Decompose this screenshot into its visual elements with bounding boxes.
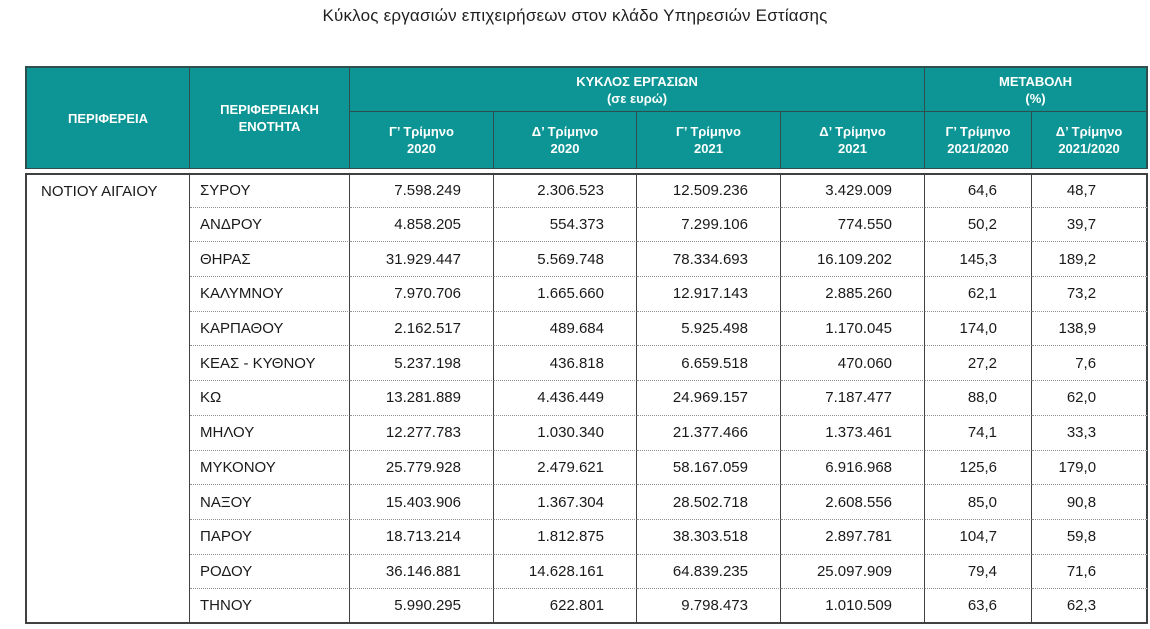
table-row	[25, 416, 1148, 451]
change-q3-cell: 64,6	[925, 173, 1032, 208]
header-regional-unit	[190, 66, 350, 169]
turnover-q3-2021-cell: 9.798.473	[637, 589, 781, 624]
regional-unit-cell: ΚΩ	[190, 381, 350, 416]
turnover-q3-2020-cell: 31.929.447	[350, 242, 494, 277]
turnover-q4-2020-cell: 2.306.523	[494, 173, 637, 208]
turnover-q4-2021-cell: 2.897.781	[781, 520, 925, 555]
header-region: ΠΕΡΙΦΕΡΕΙΑ	[25, 66, 190, 169]
turnover-q4-2021-cell: 25.097.909	[781, 555, 925, 590]
header-q3-2021-line2: 2021	[694, 141, 723, 156]
turnover-q3-2021-cell: 58.167.059	[637, 451, 781, 486]
change-q4-cell: 7,6	[1032, 346, 1148, 381]
regional-unit-cell: ΣΥΡΟΥ	[190, 173, 350, 208]
header-q3-2020-line2: 2020	[407, 141, 436, 156]
turnover-q3-2020-cell: 12.277.783	[350, 416, 494, 451]
table-row	[25, 520, 1148, 555]
header-change-q3-line1: Γ’ Τρίμηνο	[945, 124, 1011, 139]
turnover-q4-2021-cell: 2.608.556	[781, 485, 925, 520]
header-change-q3	[925, 112, 1032, 169]
table-row	[25, 555, 1148, 590]
change-q3-cell: 174,0	[925, 312, 1032, 347]
turnover-q4-2020-cell: 1.812.875	[494, 520, 637, 555]
turnover-q3-2020-cell: 7.598.249	[350, 173, 494, 208]
turnover-q4-2021-cell: 2.885.260	[781, 277, 925, 312]
turnover-q4-2021-cell: 1.010.509	[781, 589, 925, 624]
change-q4-cell: 189,2	[1032, 242, 1148, 277]
turnover-q3-2020-cell: 4.858.205	[350, 208, 494, 243]
turnover-q4-2020-cell: 14.628.161	[494, 555, 637, 590]
turnover-q3-2021-cell: 64.839.235	[637, 555, 781, 590]
change-q3-cell: 85,0	[925, 485, 1032, 520]
change-q4-cell: 62,0	[1032, 381, 1148, 416]
regional-unit-cell: ΑΝΔΡΟΥ	[190, 208, 350, 243]
change-q3-cell: 79,4	[925, 555, 1032, 590]
header-group-turnover-line2: (σε ευρώ)	[606, 90, 668, 106]
header-group-change	[925, 66, 1148, 112]
turnover-table	[25, 66, 1148, 624]
turnover-q4-2020-cell: 489.684	[494, 312, 637, 347]
regional-unit-cell: ΝΑΞΟΥ	[190, 485, 350, 520]
turnover-q4-2020-cell: 2.479.621	[494, 451, 637, 486]
turnover-q4-2021-cell: 7.187.477	[781, 381, 925, 416]
header-group-change-line2: (%)	[1025, 90, 1046, 106]
change-q4-cell: 90,8	[1032, 485, 1148, 520]
turnover-q3-2021-cell: 38.303.518	[637, 520, 781, 555]
turnover-q4-2020-cell: 436.818	[494, 346, 637, 381]
change-q4-cell: 33,3	[1032, 416, 1148, 451]
turnover-q4-2020-cell: 1.030.340	[494, 416, 637, 451]
table-row	[25, 277, 1148, 312]
header-q4-2020-line2: 2020	[550, 141, 580, 156]
turnover-q3-2021-cell: 5.925.498	[637, 312, 781, 347]
header-q4-2021	[781, 112, 925, 169]
turnover-q3-2021-cell: 78.334.693	[637, 242, 781, 277]
table-row	[25, 208, 1148, 243]
header-q3-2021	[637, 112, 781, 169]
change-q4-cell: 48,7	[1032, 173, 1148, 208]
table-row	[25, 242, 1148, 277]
header-q4-2020	[494, 112, 637, 169]
turnover-q3-2021-cell: 24.969.157	[637, 381, 781, 416]
table-row	[25, 485, 1148, 520]
turnover-q3-2020-cell: 36.146.881	[350, 555, 494, 590]
regional-unit-cell: ΚΕΑΣ - ΚΥΘΝΟΥ	[190, 346, 350, 381]
regional-unit-cell: ΚΑΡΠΑΘΟΥ	[190, 312, 350, 347]
header-group-turnover-line1: ΚΥΚΛΟΣ ΕΡΓΑΣΙΩΝ	[576, 73, 698, 89]
header-q3-2021-line1: Γ’ Τρίμηνο	[676, 124, 741, 139]
turnover-q4-2021-cell: 1.373.461	[781, 416, 925, 451]
header-regional-unit-line2: ΕΝΟΤΗΤΑ	[238, 119, 301, 134]
turnover-q3-2021-cell: 7.299.106	[637, 208, 781, 243]
header-regional-unit-line1: ΠΕΡΙΦΕΡΕΙΑΚΗ	[220, 102, 319, 117]
turnover-q3-2020-cell: 2.162.517	[350, 312, 494, 347]
turnover-q3-2021-cell: 21.377.466	[637, 416, 781, 451]
header-group-row	[25, 66, 1148, 112]
turnover-q3-2020-cell: 7.970.706	[350, 277, 494, 312]
table-row	[25, 589, 1148, 624]
header-group-change-line1: ΜΕΤΑΒΟΛΗ	[999, 73, 1073, 89]
header-change-q4-line2: 2021/2020	[1058, 141, 1120, 156]
table-header	[25, 66, 1148, 173]
turnover-q3-2021-cell: 12.917.143	[637, 277, 781, 312]
table-row	[25, 173, 1148, 208]
turnover-q4-2020-cell: 1.665.660	[494, 277, 637, 312]
page-title: Κύκλος εργασιών επιχειρήσεων στον κλάδο Υπηρεσιών Εστίασης	[322, 6, 828, 25]
change-q3-cell: 125,6	[925, 451, 1032, 486]
change-q4-cell: 59,8	[1032, 520, 1148, 555]
turnover-q4-2020-cell: 5.569.748	[494, 242, 637, 277]
turnover-q3-2020-cell: 5.237.198	[350, 346, 494, 381]
regional-unit-cell: ΘΗΡΑΣ	[190, 242, 350, 277]
header-change-q3-line2: 2021/2020	[947, 141, 1009, 156]
header-q3-2020	[350, 112, 494, 169]
change-q3-cell: 27,2	[925, 346, 1032, 381]
turnover-q3-2020-cell: 25.779.928	[350, 451, 494, 486]
turnover-q4-2021-cell: 3.429.009	[781, 173, 925, 208]
table-row	[25, 312, 1148, 347]
change-q4-cell: 179,0	[1032, 451, 1148, 486]
header-q4-2021-line2: 2021	[838, 141, 867, 156]
turnover-q3-2020-cell: 13.281.889	[350, 381, 494, 416]
change-q3-cell: 145,3	[925, 242, 1032, 277]
change-q3-cell: 63,6	[925, 589, 1032, 624]
change-q4-cell: 39,7	[1032, 208, 1148, 243]
regional-unit-cell: ΡΟΔΟΥ	[190, 555, 350, 590]
change-q3-cell: 88,0	[925, 381, 1032, 416]
change-q4-cell: 73,2	[1032, 277, 1148, 312]
change-q4-cell: 62,3	[1032, 589, 1148, 624]
change-q3-cell: 50,2	[925, 208, 1032, 243]
turnover-q4-2021-cell: 6.916.968	[781, 451, 925, 486]
turnover-q4-2021-cell: 774.550	[781, 208, 925, 243]
header-q3-2020-line1: Γ’ Τρίμηνο	[389, 124, 454, 139]
regional-unit-cell: ΜΥΚΟΝΟΥ	[190, 451, 350, 486]
turnover-q4-2021-cell: 1.170.045	[781, 312, 925, 347]
turnover-q3-2020-cell: 15.403.906	[350, 485, 494, 520]
turnover-q4-2020-cell: 1.367.304	[494, 485, 637, 520]
table-row	[25, 451, 1148, 486]
change-q3-cell: 104,7	[925, 520, 1032, 555]
change-q3-cell: 62,1	[925, 277, 1032, 312]
turnover-q3-2020-cell: 18.713.214	[350, 520, 494, 555]
region-cell: ΝΟΤΙΟΥ ΑΙΓΑΙΟΥ	[25, 173, 190, 624]
change-q3-cell: 74,1	[925, 416, 1032, 451]
change-q4-cell: 138,9	[1032, 312, 1148, 347]
turnover-q3-2021-cell: 12.509.236	[637, 173, 781, 208]
turnover-q3-2020-cell: 5.990.295	[350, 589, 494, 624]
regional-unit-cell: ΤΗΝΟΥ	[190, 589, 350, 624]
table-body	[25, 173, 1148, 624]
header-q4-2021-line1: Δ’ Τρίμηνο	[819, 124, 886, 139]
header-change-q4	[1032, 112, 1148, 169]
turnover-q4-2020-cell: 554.373	[494, 208, 637, 243]
header-group-turnover	[350, 66, 925, 112]
turnover-q4-2020-cell: 622.801	[494, 589, 637, 624]
turnover-q4-2021-cell: 16.109.202	[781, 242, 925, 277]
turnover-q4-2020-cell: 4.436.449	[494, 381, 637, 416]
table-row	[25, 346, 1148, 381]
turnover-q4-2021-cell: 470.060	[781, 346, 925, 381]
regional-unit-cell: ΚΑΛΥΜΝΟΥ	[190, 277, 350, 312]
regional-unit-cell: ΠΑΡΟΥ	[190, 520, 350, 555]
table-row	[25, 381, 1148, 416]
regional-unit-cell: ΜΗΛΟΥ	[190, 416, 350, 451]
turnover-q3-2021-cell: 6.659.518	[637, 346, 781, 381]
turnover-q3-2021-cell: 28.502.718	[637, 485, 781, 520]
header-change-q4-line1: Δ’ Τρίμηνο	[1055, 124, 1123, 139]
change-q4-cell: 71,6	[1032, 555, 1148, 590]
header-q4-2020-line1: Δ’ Τρίμηνο	[531, 124, 599, 139]
